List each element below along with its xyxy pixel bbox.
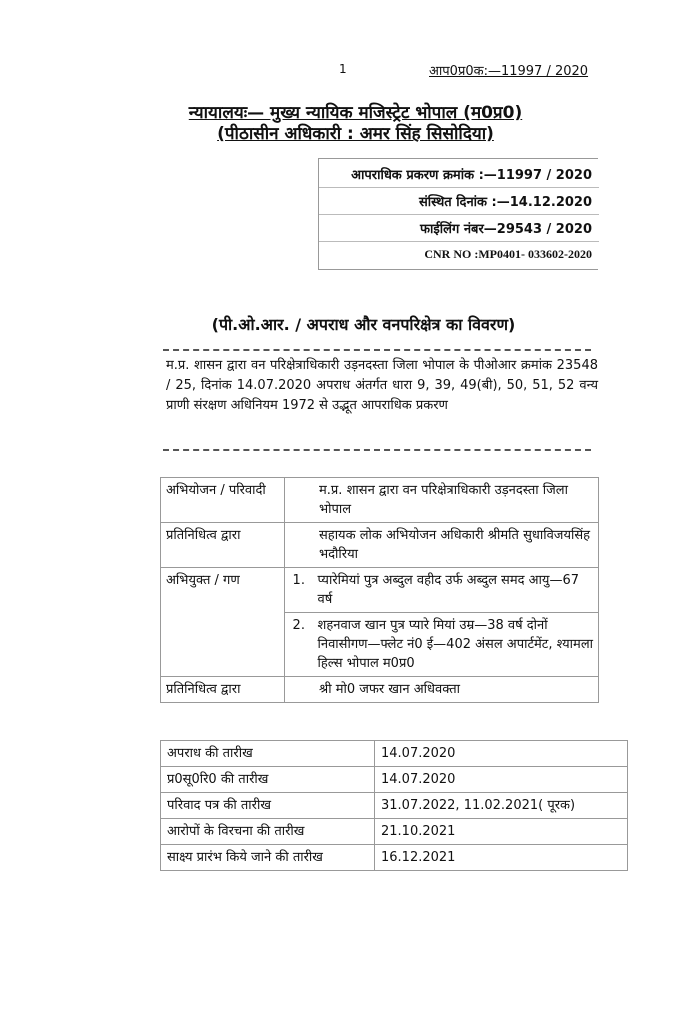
date-value: 14.07.2020 (375, 767, 628, 793)
accused-1: प्यारेमियां पुत्र अब्दुल वहीद उर्फ अब्दुल समद आयु—67 वर्ष (313, 568, 599, 613)
accused-2: शहनवाज खान पुत्र प्यारे मियां उम्र—38 वर्ष दोनों निवासीगण—फ्लेट नं0 ई—402 अंसल अपार्टमेंट, श्यामला हिल्स भोपाल म0प्र0 (313, 613, 599, 677)
presiding-officer: (पीठासीन अधिकारी : अमर सिंह सिसोदिया) (217, 124, 494, 144)
dashed-divider (163, 449, 591, 451)
date-label: साक्ष्य प्रारंभ किये जाने की तारीख (161, 845, 375, 871)
defence-rep-label: प्रतिनिधित्व द्वारा (161, 677, 285, 703)
date-value: 21.10.2021 (375, 819, 628, 845)
date-value: 16.12.2021 (375, 845, 628, 871)
cnr-number: CNR NO :MP0401- 033602-2020 (424, 247, 592, 261)
meta-divider (319, 214, 599, 215)
table-row (161, 741, 628, 767)
table-row (161, 478, 599, 523)
parties-table (160, 477, 599, 703)
date-label: अपराध की तारीख (161, 741, 375, 767)
date-label: प्र0सू0रि0 की तारीख (161, 767, 375, 793)
dashed-divider (163, 349, 591, 351)
accused-number: 2. (285, 613, 313, 677)
meta-divider (319, 187, 599, 188)
table-row (161, 845, 628, 871)
institution-date: संस्थित दिनांक :—14.12.2020 (419, 195, 592, 210)
court-title: न्यायालयः— मुख्य न्यायिक मजिस्ट्रेट भोपाल (म0प्र0) (188, 103, 523, 123)
case-number: आपराधिक प्रकरण क्रमांक :—11997 / 2020 (351, 168, 592, 183)
filing-number: फाईलिंग नंबर—29543 / 2020 (420, 222, 592, 237)
table-row (161, 793, 628, 819)
table-row (161, 568, 599, 613)
date-value: 31.07.2022, 11.02.2021( पूरक) (375, 793, 628, 819)
date-label: आरोपों के विरचना की तारीख (161, 819, 375, 845)
prosecution-rep-label: प्रतिनिधित्व द्वारा (161, 523, 285, 568)
accused-number: 1. (285, 568, 313, 613)
prosecution-rep-value: सहायक लोक अभियोजन अधिकारी श्रीमति सुधाविजयसिंह भदौरिया (285, 523, 599, 568)
table-row (161, 819, 628, 845)
section-heading: (पी.ओ.आर. / अपराध और वनपरिक्षेत्र का विवरण) (211, 315, 516, 334)
table-row (161, 523, 599, 568)
defence-rep-value: श्री मो0 जफर खान अधिवक्ता (285, 677, 599, 703)
page-number: 1 (339, 62, 347, 76)
meta-divider (319, 241, 599, 242)
case-reference: आप0प्र0क:—11997 / 2020 (429, 64, 589, 79)
prosecution-value: म.प्र. शासन द्वारा वन परिक्षेत्राधिकारी उड़नदस्ता जिला भोपाल (285, 478, 599, 523)
date-value: 14.07.2020 (375, 741, 628, 767)
case-description: म.प्र. शासन द्वारा वन परिक्षेत्राधिकारी उड़नदस्ता जिला भोपाल के पीओआर क्रमांक 23548 / 25, दिनांक 14.07.2020 अपराध अंतर्गत धारा 9, 39, 49(बी), 50, 51, 52 वन्य प्राणी संरक्षण अधिनियम 1972 से उद्भूत आपराधिक प्रकरण (166, 358, 598, 413)
table-row (161, 767, 628, 793)
table-row (161, 677, 599, 703)
date-label: परिवाद पत्र की तारीख (161, 793, 375, 819)
accused-label: अभियुक्त / गण (161, 568, 285, 677)
case-meta-box (318, 158, 598, 270)
dates-table (160, 740, 628, 871)
prosecution-label: अभियोजन / परिवादी (161, 478, 285, 523)
